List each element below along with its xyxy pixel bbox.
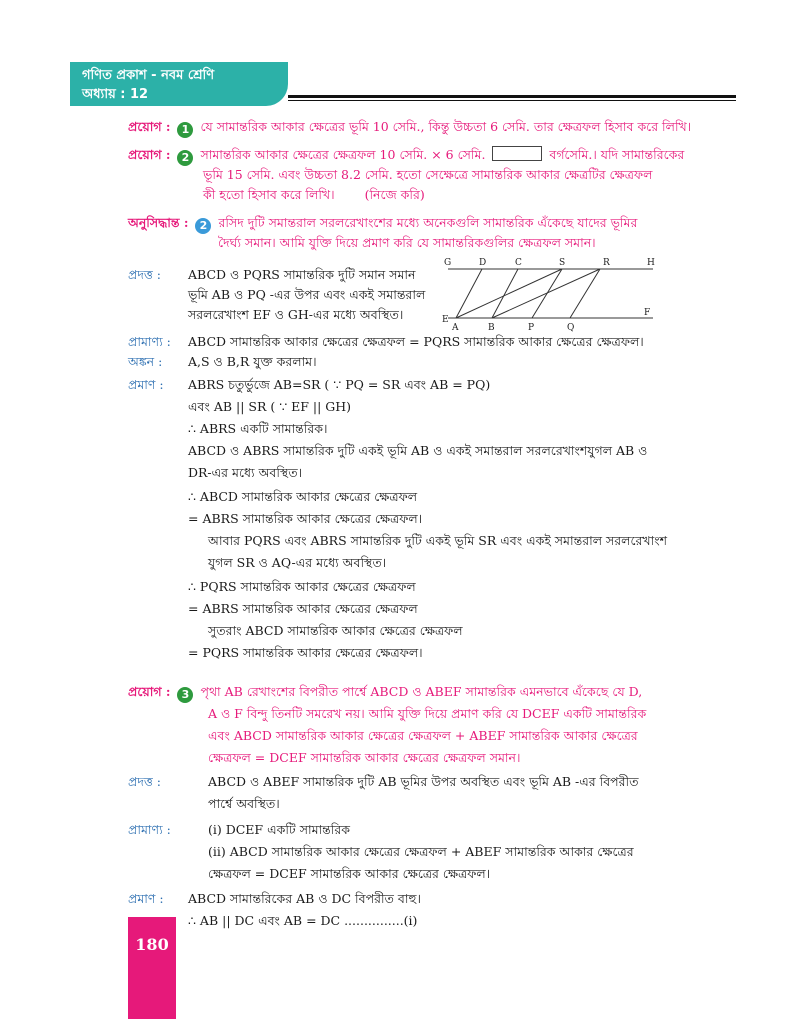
prayog-3-line-1 xyxy=(128,683,642,703)
prayog-1-label: প্রয়োগ : xyxy=(128,119,171,134)
label-q: Q xyxy=(567,323,575,333)
given-1-label: প্রদত্ত : xyxy=(128,267,162,282)
given-2-line-1: ABCD ও ABEF সামান্তরিক দুটি AB ভূমির উপর অবস্থিত এবং ভূমি AB -এর বিপরীত xyxy=(208,774,639,789)
proof-1-line: ABCD ও ABRS সামান্তরিক দুটি একই ভূমি AB ও একই সমান্তরাল সরলরেখাংশযুগল AB ও xyxy=(188,443,648,458)
prayog-2-text-b: বর্গসেমি.। যদি সামান্তরিকের xyxy=(549,147,685,162)
proof-1-line: এবং AB || SR ( ∵ EF || GH) xyxy=(188,399,352,414)
number-badge-3: 3 xyxy=(177,687,193,703)
tbp-2-label: প্রামাণ্য : xyxy=(128,822,171,837)
label-f: F xyxy=(644,308,651,318)
prayog-2-line-3 xyxy=(203,186,425,204)
label-r: R xyxy=(603,258,610,268)
book-title: গণিত প্রকাশ - নবম শ্রেণি xyxy=(82,68,215,83)
prayog-2-line-3-text: কী হতো হিসাব করে লিখি। xyxy=(203,187,335,202)
parallelogram-pqrs xyxy=(532,269,600,318)
given-1-line-3: সরলরেখাংশ EF ও GH-এর মধ্যে অবস্থিত। xyxy=(188,307,404,322)
tbp-1-text: ABCD সামান্তরিক আকার ক্ষেত্রের ক্ষেত্রফল = PQRS সামান্তরিক আকার ক্ষেত্রের ক্ষেত্রফল। xyxy=(188,334,644,349)
label-s: S xyxy=(559,258,566,268)
corollary-line-2: দৈর্ঘ্য সমান। আমি যুক্তি দিয়ে প্রমাণ করি যে সামান্তরিকগুলির ক্ষেত্রফল সমান। xyxy=(218,235,596,250)
proof-1-line: = ABRS সামান্তরিক আকার ক্ষেত্রের ক্ষেত্রফল। xyxy=(188,511,423,526)
tbp-2-line-3: ক্ষেত্রফল = DCEF সামান্তরিক আকার ক্ষেত্রের ক্ষেত্রফল। xyxy=(208,866,491,881)
prayog-3-label: প্রয়োগ : xyxy=(128,684,171,699)
answer-blank-box xyxy=(492,146,542,161)
given-2-label: প্রদত্ত : xyxy=(128,774,162,789)
label-g: G xyxy=(444,258,452,268)
prayog-1-text: যে সামান্তরিক আকার ক্ষেত্রের ভূমি 10 সেমি., কিন্তু উচ্চতা 6 সেমি. তার ক্ষেত্রফল হিসাব করে লিখি। xyxy=(200,119,692,134)
label-b: B xyxy=(488,323,495,333)
label-d: D xyxy=(479,258,487,268)
page-number: 180 xyxy=(135,935,169,954)
prayog-3-text-1: পৃথা AB রেখাংশের বিপরীত পার্শ্বে ABCD ও ABEF সামান্তরিক এমনভাবে এঁকেছে যে D, xyxy=(200,684,643,699)
number-badge-1: 1 xyxy=(177,122,193,138)
prayog-3-line-3: এবং ABCD সামান্তরিক আকার ক্ষেত্রের ক্ষেত্রফল + ABEF সামান্তরিক আকার ক্ষেত্রের xyxy=(208,728,638,743)
header-rule xyxy=(288,95,736,98)
given-2-line-2: পার্শ্বে অবস্থিত। xyxy=(208,796,280,811)
proof-1-line: DR-এর মধ্যে অবস্থিত। xyxy=(188,465,303,480)
page-number-tab xyxy=(128,917,176,1019)
proof-1-line: আবার PQRS এবং ABRS সামান্তরিক দুটি একই ভূমি SR এবং একই সমান্তরাল সরলরেখাংশ xyxy=(208,533,667,548)
proof-1-line: সুতরাং ABCD সামান্তরিক আকার ক্ষেত্রের ক্ষেত্রফল xyxy=(208,623,463,638)
proof-1-line: যুগল SR ও AQ-এর মধ্যে অবস্থিত। xyxy=(208,555,387,570)
label-c: C xyxy=(515,258,522,268)
proof-1-line: ∴ ABCD সামান্তরিক আকার ক্ষেত্রের ক্ষেত্রফল xyxy=(188,489,418,504)
tbp-2-line-1: (i) DCEF একটি সামান্তরিক xyxy=(208,822,350,837)
tbp-1-label: প্রামাণ্য : xyxy=(128,334,171,349)
given-1-line-2: ভূমি AB ও PQ -এর উপর এবং একই সমান্তরাল xyxy=(188,287,426,302)
prayog-2-label: প্রয়োগ : xyxy=(128,147,171,162)
prayog-3-line-4: ক্ষেত্রফল = DCEF সামান্তরিক আকার ক্ষেত্রের ক্ষেত্রফল সমান। xyxy=(208,750,521,765)
proof-1-line: = PQRS সামান্তরিক আকার ক্ষেত্রের ক্ষেত্রফল। xyxy=(188,645,423,660)
parallelogram-diagram xyxy=(440,256,665,334)
proof-1-line: ∴ ABRS একটি সামান্তরিক। xyxy=(188,421,328,436)
label-p: P xyxy=(528,323,535,333)
prayog-2-line-2: ভূমি 15 সেমি. এবং উচ্চতা 8.2 সেমি. হতো সেক্ষেত্রে সামান্তরিক আকার ক্ষেত্রটির ক্ষেত্রফল xyxy=(203,167,653,182)
construction-label: অঙ্কন : xyxy=(128,354,163,369)
number-badge-corollary: 2 xyxy=(195,218,211,234)
self-do-note: (নিজে করি) xyxy=(364,187,425,202)
proof-2-line-2: ∴ AB || DC এবং AB = DC ...............(i) xyxy=(188,913,418,928)
proof-1-line: ABRS চতুর্ভুজে AB=SR ( ∵ PQ = SR এবং AB = PQ) xyxy=(188,377,491,392)
proof-2-label: প্রমাণ : xyxy=(128,891,164,906)
number-badge-2: 2 xyxy=(177,150,193,166)
prayog-2-text-a: সামান্তরিক আকার ক্ষেত্রের ক্ষেত্রফল 10 সেমি. × 6 সেমি. xyxy=(200,147,486,162)
proof-1-line: ∴ PQRS সামান্তরিক আকার ক্ষেত্রের ক্ষেত্রফল xyxy=(188,579,416,594)
construction-text: A,S ও B,R যুক্ত করলাম। xyxy=(188,354,317,369)
corollary-text-1: রসিদ দুটি সমান্তরাল সরলরেখাংশের মধ্যে অনেকগুলি সামান্তরিক এঁকেছে যাদের ভূমির xyxy=(218,215,638,230)
label-e: E xyxy=(442,315,449,325)
prayog-2-line-1 xyxy=(128,146,684,166)
chapter-header-tab xyxy=(70,62,288,106)
prayog-1 xyxy=(128,118,691,138)
label-h: H xyxy=(647,258,655,268)
corollary-line-1 xyxy=(128,214,637,234)
prayog-3-line-2: A ও F বিন্দু তিনটি সমরেখ নয়। আমি যুক্তি দিয়ে প্রমাণ করি যে DCEF একটি সামান্তরিক xyxy=(208,706,647,721)
label-a: A xyxy=(452,323,459,333)
proof-2-line-1: ABCD সামান্তরিকের AB ও DC বিপরীত বাহু। xyxy=(188,891,421,906)
tbp-2-line-2: (ii) ABCD সামান্তরিক আকার ক্ষেত্রের ক্ষেত্রফল + ABEF সামান্তরিক আকার ক্ষেত্রের xyxy=(208,844,634,859)
given-1-line-1: ABCD ও PQRS সামান্তরিক দুটি সমান সমান xyxy=(188,267,416,282)
chapter-label: অধ্যায় : 12 xyxy=(82,87,149,102)
corollary-label: অনুসিদ্ধান্ত : xyxy=(128,215,189,230)
header-rule-thin xyxy=(288,100,736,101)
proof-1-line: = ABRS সামান্তরিক আকার ক্ষেত্রের ক্ষেত্রফল xyxy=(188,601,418,616)
proof-1-label: প্রমাণ : xyxy=(128,377,164,392)
